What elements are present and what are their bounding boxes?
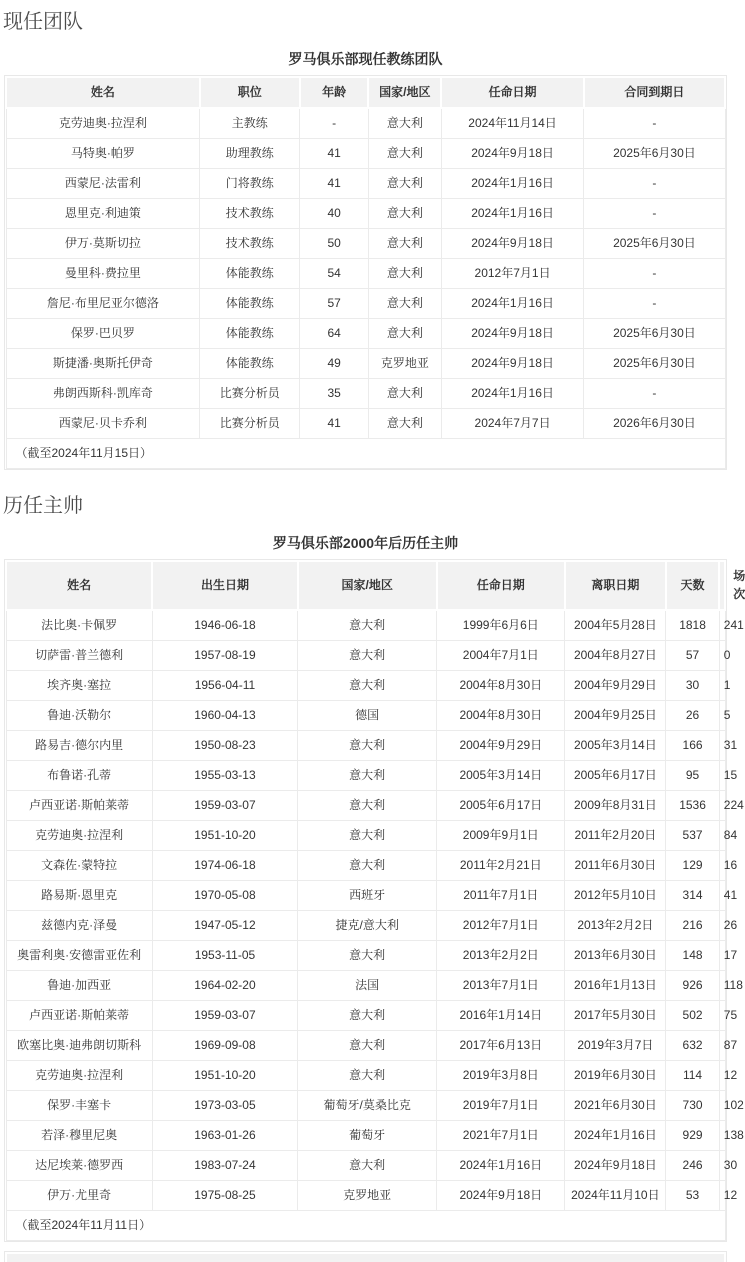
table-cell: 2012年7月1日 (441, 259, 584, 289)
table-cell: 2017年5月30日 (565, 1001, 666, 1031)
table-cell: 2024年1月16日 (565, 1121, 666, 1151)
table-row (6, 761, 725, 791)
table-cell: 埃齐奥·塞拉 (6, 671, 152, 701)
table-cell: 632 (666, 1031, 719, 1061)
table-cell: 2024年9月18日 (437, 1181, 565, 1211)
table-cell: 75 (719, 1001, 725, 1031)
column-header: 合同到期日 (584, 77, 725, 108)
table-cell: 2026年6月30日 (584, 409, 725, 439)
table-cell: 17 (719, 941, 725, 971)
table-row (6, 289, 725, 319)
table-cell: 意大利 (298, 941, 437, 971)
table-cell: 意大利 (298, 610, 437, 641)
table-cell: 克罗地亚 (298, 1181, 437, 1211)
table-cell: 意大利 (368, 108, 441, 139)
column-header: 职位 (200, 77, 300, 108)
column-header: 任命日期 (441, 77, 584, 108)
table-header-row (6, 77, 725, 108)
table-cell: 意大利 (368, 229, 441, 259)
table-cell: - (584, 379, 725, 409)
table-cell: 体能教练 (200, 319, 300, 349)
column-header: 姓名 (6, 561, 152, 610)
table-cell: 2024年9月18日 (565, 1151, 666, 1181)
table-cell: 鲁迪·加西亚 (6, 971, 152, 1001)
table-cell: 布鲁诺·孔蒂 (6, 761, 152, 791)
table-row (6, 851, 725, 881)
table-cell: 1957-08-19 (152, 641, 297, 671)
table-cell: 50 (300, 229, 369, 259)
table-cell: 2005年3月14日 (565, 731, 666, 761)
table-cell: 1950-08-23 (152, 731, 297, 761)
table-cell: 16 (719, 851, 725, 881)
table-cell: 保罗·丰塞卡 (6, 1091, 152, 1121)
table-row (6, 610, 725, 641)
table-cell: 技术教练 (200, 199, 300, 229)
table-cell: 2004年8月30日 (437, 671, 565, 701)
table-cell: 5 (719, 701, 725, 731)
table-cell: 2024年1月16日 (441, 379, 584, 409)
table-cell: 2011年6月30日 (565, 851, 666, 881)
table-cell: 1969-09-08 (152, 1031, 297, 1061)
table-row (6, 379, 725, 409)
current-coaching-staff-table (5, 76, 726, 469)
table-cell: 12 (719, 1061, 725, 1091)
table-row (6, 671, 725, 701)
table-cell: 1951-10-20 (152, 821, 297, 851)
table-cell: 114 (666, 1061, 719, 1091)
table-cell: 2011年2月21日 (437, 851, 565, 881)
table-cell: 2024年9月18日 (441, 139, 584, 169)
table-cell: 241 (719, 610, 725, 641)
table-row (6, 199, 725, 229)
table-cell: 53 (666, 1181, 719, 1211)
column-header: 天数 (666, 561, 719, 610)
table-cell: 体能教练 (200, 349, 300, 379)
table-cell: 2012年7月1日 (437, 911, 565, 941)
table-row (6, 821, 725, 851)
table-cell: 卢西亚诺·斯帕莱蒂 (6, 1001, 152, 1031)
table-cell: 2004年8月30日 (437, 701, 565, 731)
table-cell: 意大利 (298, 1031, 437, 1061)
table-cell: 捷克/意大利 (298, 911, 437, 941)
table-cell: 意大利 (368, 199, 441, 229)
table-cell: 比赛分析员 (200, 379, 300, 409)
table-cell: 2004年7月1日 (437, 641, 565, 671)
table-cell: 537 (666, 821, 719, 851)
table-row (6, 108, 725, 139)
table-cell: 2024年1月16日 (441, 199, 584, 229)
table-cell: 詹尼·布里尼亚尔德洛 (6, 289, 200, 319)
table-cell: 2024年1月16日 (437, 1151, 565, 1181)
table-row (6, 1001, 725, 1031)
table-row (6, 1181, 725, 1211)
section-heading-past-head-coaches: 历任主帅 (3, 495, 83, 518)
table-row (6, 701, 725, 731)
table-cell: 2005年6月17日 (437, 791, 565, 821)
table-cell: 意大利 (298, 1061, 437, 1091)
column-header: 出生日期 (152, 561, 297, 610)
table-cell: - (300, 108, 369, 139)
column-header: 国家/地区 (298, 561, 437, 610)
table-cell: 1970-05-08 (152, 881, 297, 911)
table-cell: 意大利 (298, 761, 437, 791)
table-cell: 2005年3月14日 (437, 761, 565, 791)
table-cell: 2016年1月14日 (437, 1001, 565, 1031)
table-cell: 门将教练 (200, 169, 300, 199)
table-cell: 2013年2月2日 (437, 941, 565, 971)
table-cell: 体能教练 (200, 259, 300, 289)
table-cell: 兹德内克·泽曼 (6, 911, 152, 941)
table-cell: 2017年6月13日 (437, 1031, 565, 1061)
table-cell: 2024年7月7日 (441, 409, 584, 439)
table-cell: 2005年6月17日 (565, 761, 666, 791)
next-table-header-bar (5, 1252, 726, 1262)
table-cell: 35 (300, 379, 369, 409)
table-row (6, 971, 725, 1001)
table-cell: 鲁迪·沃勒尔 (6, 701, 152, 731)
table-cell: 伊万·莫斯切拉 (6, 229, 200, 259)
table-cell: 克劳迪奥·拉涅利 (6, 1061, 152, 1091)
table-cell: 84 (719, 821, 725, 851)
table-cell: 1818 (666, 610, 719, 641)
table-cell: 意大利 (368, 289, 441, 319)
table-cell: 1959-03-07 (152, 791, 297, 821)
table-footnote-row (6, 1211, 725, 1241)
table-cell: 1959-03-07 (152, 1001, 297, 1031)
table-cell: 2004年9月29日 (565, 671, 666, 701)
table-cell: 2019年6月30日 (565, 1061, 666, 1091)
table-cell: 1947-05-12 (152, 911, 297, 941)
table-cell: 若泽·穆里尼奥 (6, 1121, 152, 1151)
table-cell: 49 (300, 349, 369, 379)
table-cell: 0 (719, 641, 725, 671)
table-cell: 2012年5月10日 (565, 881, 666, 911)
table-row (6, 169, 725, 199)
table-cell: 意大利 (298, 851, 437, 881)
table-cell: - (584, 169, 725, 199)
table-cell: 意大利 (368, 169, 441, 199)
table-cell: 2013年2月2日 (565, 911, 666, 941)
table-cell: 葡萄牙/莫桑比克 (298, 1091, 437, 1121)
table-cell: - (584, 108, 725, 139)
table-cell: 64 (300, 319, 369, 349)
table-cell: 224 (719, 791, 725, 821)
column-header: 任命日期 (437, 561, 565, 610)
table-cell: 2004年8月27日 (565, 641, 666, 671)
table-cell: 166 (666, 731, 719, 761)
column-header: 国家/地区 (368, 77, 441, 108)
table-cell: 意大利 (298, 1001, 437, 1031)
table-cell: 体能教练 (200, 289, 300, 319)
table-cell: 1974-06-18 (152, 851, 297, 881)
table-cell: 1973-03-05 (152, 1091, 297, 1121)
table-footnote: （截至2024年11月11日） (6, 1211, 725, 1241)
table-cell: 法国 (298, 971, 437, 1001)
table-cell: 德国 (298, 701, 437, 731)
table-cell: 2021年6月30日 (565, 1091, 666, 1121)
table-cell: 意大利 (298, 671, 437, 701)
table-cell: 2004年9月25日 (565, 701, 666, 731)
table-cell: 奥雷利奥·安德雷亚佐利 (6, 941, 152, 971)
table-caption-past-head-coaches: 罗马俱乐部2000年后历任主帅 (272, 535, 459, 552)
table-cell: 2024年11月14日 (441, 108, 584, 139)
table-cell: 2009年9月1日 (437, 821, 565, 851)
table-cell: 西蒙尼·法雷利 (6, 169, 200, 199)
table-row (6, 731, 725, 761)
column-header: 离职日期 (565, 561, 666, 610)
table-cell: 2024年9月18日 (441, 349, 584, 379)
table-cell: 41 (300, 169, 369, 199)
table-cell: 26 (719, 911, 725, 941)
table-row (6, 1151, 725, 1181)
table-cell: 保罗·巴贝罗 (6, 319, 200, 349)
table-cell: 929 (666, 1121, 719, 1151)
table-cell: 曼里科·费拉里 (6, 259, 200, 289)
table-cell: 意大利 (368, 139, 441, 169)
table-cell: 2021年7月1日 (437, 1121, 565, 1151)
table-cell: 31 (719, 731, 725, 761)
table-cell: - (584, 199, 725, 229)
table-cell: 意大利 (368, 409, 441, 439)
table-cell: 意大利 (368, 319, 441, 349)
table-cell: 41 (300, 409, 369, 439)
table-cell: 41 (300, 139, 369, 169)
table-row (6, 259, 725, 289)
table-cell: 15 (719, 761, 725, 791)
table-cell: 30 (719, 1151, 725, 1181)
table-cell: 斯捷潘·奥斯托伊奇 (6, 349, 200, 379)
table-row (6, 1031, 725, 1061)
table-cell: 马特奥·帕罗 (6, 139, 200, 169)
table-cell: 意大利 (298, 791, 437, 821)
table-cell: 502 (666, 1001, 719, 1031)
table-cell: 2024年1月16日 (441, 289, 584, 319)
column-header: 年龄 (300, 77, 369, 108)
table-cell: 1999年6月6日 (437, 610, 565, 641)
table-cell: 1964-02-20 (152, 971, 297, 1001)
table-cell: 1956-04-11 (152, 671, 297, 701)
table-cell: 助理教练 (200, 139, 300, 169)
table-cell: 1536 (666, 791, 719, 821)
table-row (6, 1091, 725, 1121)
table-cell: 2004年5月28日 (565, 610, 666, 641)
current-coaching-staff-tablewrap (4, 75, 727, 470)
table-row (6, 409, 725, 439)
table-cell: 138 (719, 1121, 725, 1151)
table-cell: 926 (666, 971, 719, 1001)
table-cell: 意大利 (298, 821, 437, 851)
table-cell: 克劳迪奥·拉涅利 (6, 821, 152, 851)
table-cell: 87 (719, 1031, 725, 1061)
table-cell: 2024年9月18日 (441, 319, 584, 349)
table-cell: 216 (666, 911, 719, 941)
table-cell: 主教练 (200, 108, 300, 139)
table-cell: 卢西亚诺·斯帕莱蒂 (6, 791, 152, 821)
table-cell: 文森佐·蒙特拉 (6, 851, 152, 881)
section-gap (0, 470, 731, 484)
table-cell: 40 (300, 199, 369, 229)
table-footnote-row (6, 439, 725, 469)
table-footnote: （截至2024年11月15日） (6, 439, 725, 469)
table-cell: 达尼埃莱·德罗西 (6, 1151, 152, 1181)
table-cell: 148 (666, 941, 719, 971)
table-cell: 切萨雷·普兰德利 (6, 641, 152, 671)
table-row (6, 319, 725, 349)
table-cell: 2013年7月1日 (437, 971, 565, 1001)
table-cell: 1 (719, 671, 725, 701)
table-cell: 欧塞比奥·迪弗朗切斯科 (6, 1031, 152, 1061)
table-cell: 技术教练 (200, 229, 300, 259)
table-cell: 2025年6月30日 (584, 139, 725, 169)
table-row (6, 349, 725, 379)
table-cell: 102 (719, 1091, 725, 1121)
table-cell: 41 (719, 881, 725, 911)
table-cell: 2019年3月7日 (565, 1031, 666, 1061)
table-cell: 2013年6月30日 (565, 941, 666, 971)
table-cell: 2024年11月10日 (565, 1181, 666, 1211)
table-row (6, 139, 725, 169)
table-cell: 95 (666, 761, 719, 791)
past-head-coaches-table (5, 560, 745, 1241)
table-cell: 2024年9月18日 (441, 229, 584, 259)
table-cell: 2004年9月29日 (437, 731, 565, 761)
column-header: 姓名 (6, 77, 200, 108)
table-cell: 比赛分析员 (200, 409, 300, 439)
table-cell: 2025年6月30日 (584, 349, 725, 379)
table-cell: 意大利 (298, 1151, 437, 1181)
table-row (6, 641, 725, 671)
table-cell: 伊万·尤里奇 (6, 1181, 152, 1211)
next-table-partial-header (4, 1251, 727, 1262)
table-cell: 2025年6月30日 (584, 319, 725, 349)
table-cell: 2025年6月30日 (584, 229, 725, 259)
table-cell: 2019年3月8日 (437, 1061, 565, 1091)
table-row (6, 941, 725, 971)
table-caption-current-coaching-staff: 罗马俱乐部现任教练团队 (288, 51, 443, 67)
table-cell: 意大利 (298, 731, 437, 761)
table-cell: 54 (300, 259, 369, 289)
table-cell: 1963-01-26 (152, 1121, 297, 1151)
table-cell: 30 (666, 671, 719, 701)
table-cell: 1983-07-24 (152, 1151, 297, 1181)
table-cell: 葡萄牙 (298, 1121, 437, 1151)
table-cell: 1960-04-13 (152, 701, 297, 731)
table-cell: 118 (719, 971, 725, 1001)
table-cell: 314 (666, 881, 719, 911)
column-header: 场次 (719, 561, 725, 610)
table-cell: 57 (666, 641, 719, 671)
table-cell: 1953-11-05 (152, 941, 297, 971)
table-cell: 2011年7月1日 (437, 881, 565, 911)
table-row (6, 229, 725, 259)
table-cell: 2019年7月1日 (437, 1091, 565, 1121)
section-heading-current-team: 现任团队 (3, 11, 83, 33)
table-cell: 恩里克·利迪策 (6, 199, 200, 229)
table-cell: 2024年1月16日 (441, 169, 584, 199)
table-row (6, 911, 725, 941)
table-cell: 1955-03-13 (152, 761, 297, 791)
table-cell: 克罗地亚 (368, 349, 441, 379)
table-row (6, 791, 725, 821)
past-head-coaches-tablewrap (4, 559, 745, 1242)
table-cell: 246 (666, 1151, 719, 1181)
table-cell: 129 (666, 851, 719, 881)
table-cell: 2016年1月13日 (565, 971, 666, 1001)
table-cell: 2011年2月20日 (565, 821, 666, 851)
table-cell: 意大利 (298, 641, 437, 671)
table-cell: 西蒙尼·贝卡乔利 (6, 409, 200, 439)
table-row (6, 881, 725, 911)
table-cell: 1946-06-18 (152, 610, 297, 641)
table-row (6, 1121, 725, 1151)
table-cell: - (584, 289, 725, 319)
table-cell: 克劳迪奥·拉涅利 (6, 108, 200, 139)
table-cell: 26 (666, 701, 719, 731)
table-cell: - (584, 259, 725, 289)
table-row (6, 1061, 725, 1091)
table-cell: 12 (719, 1181, 725, 1211)
table-header-row (6, 561, 725, 610)
table-cell: 意大利 (368, 379, 441, 409)
table-cell: 西班牙 (298, 881, 437, 911)
table-cell: 2009年8月31日 (565, 791, 666, 821)
table-cell: 730 (666, 1091, 719, 1121)
table-cell: 57 (300, 289, 369, 319)
table-cell: 弗朗西斯科·凯库奇 (6, 379, 200, 409)
table-cell: 1951-10-20 (152, 1061, 297, 1091)
table-cell: 意大利 (368, 259, 441, 289)
table-cell: 路易吉·德尔内里 (6, 731, 152, 761)
table-cell: 路易斯·恩里克 (6, 881, 152, 911)
table-cell: 1975-08-25 (152, 1181, 297, 1211)
table-cell: 法比奥·卡佩罗 (6, 610, 152, 641)
